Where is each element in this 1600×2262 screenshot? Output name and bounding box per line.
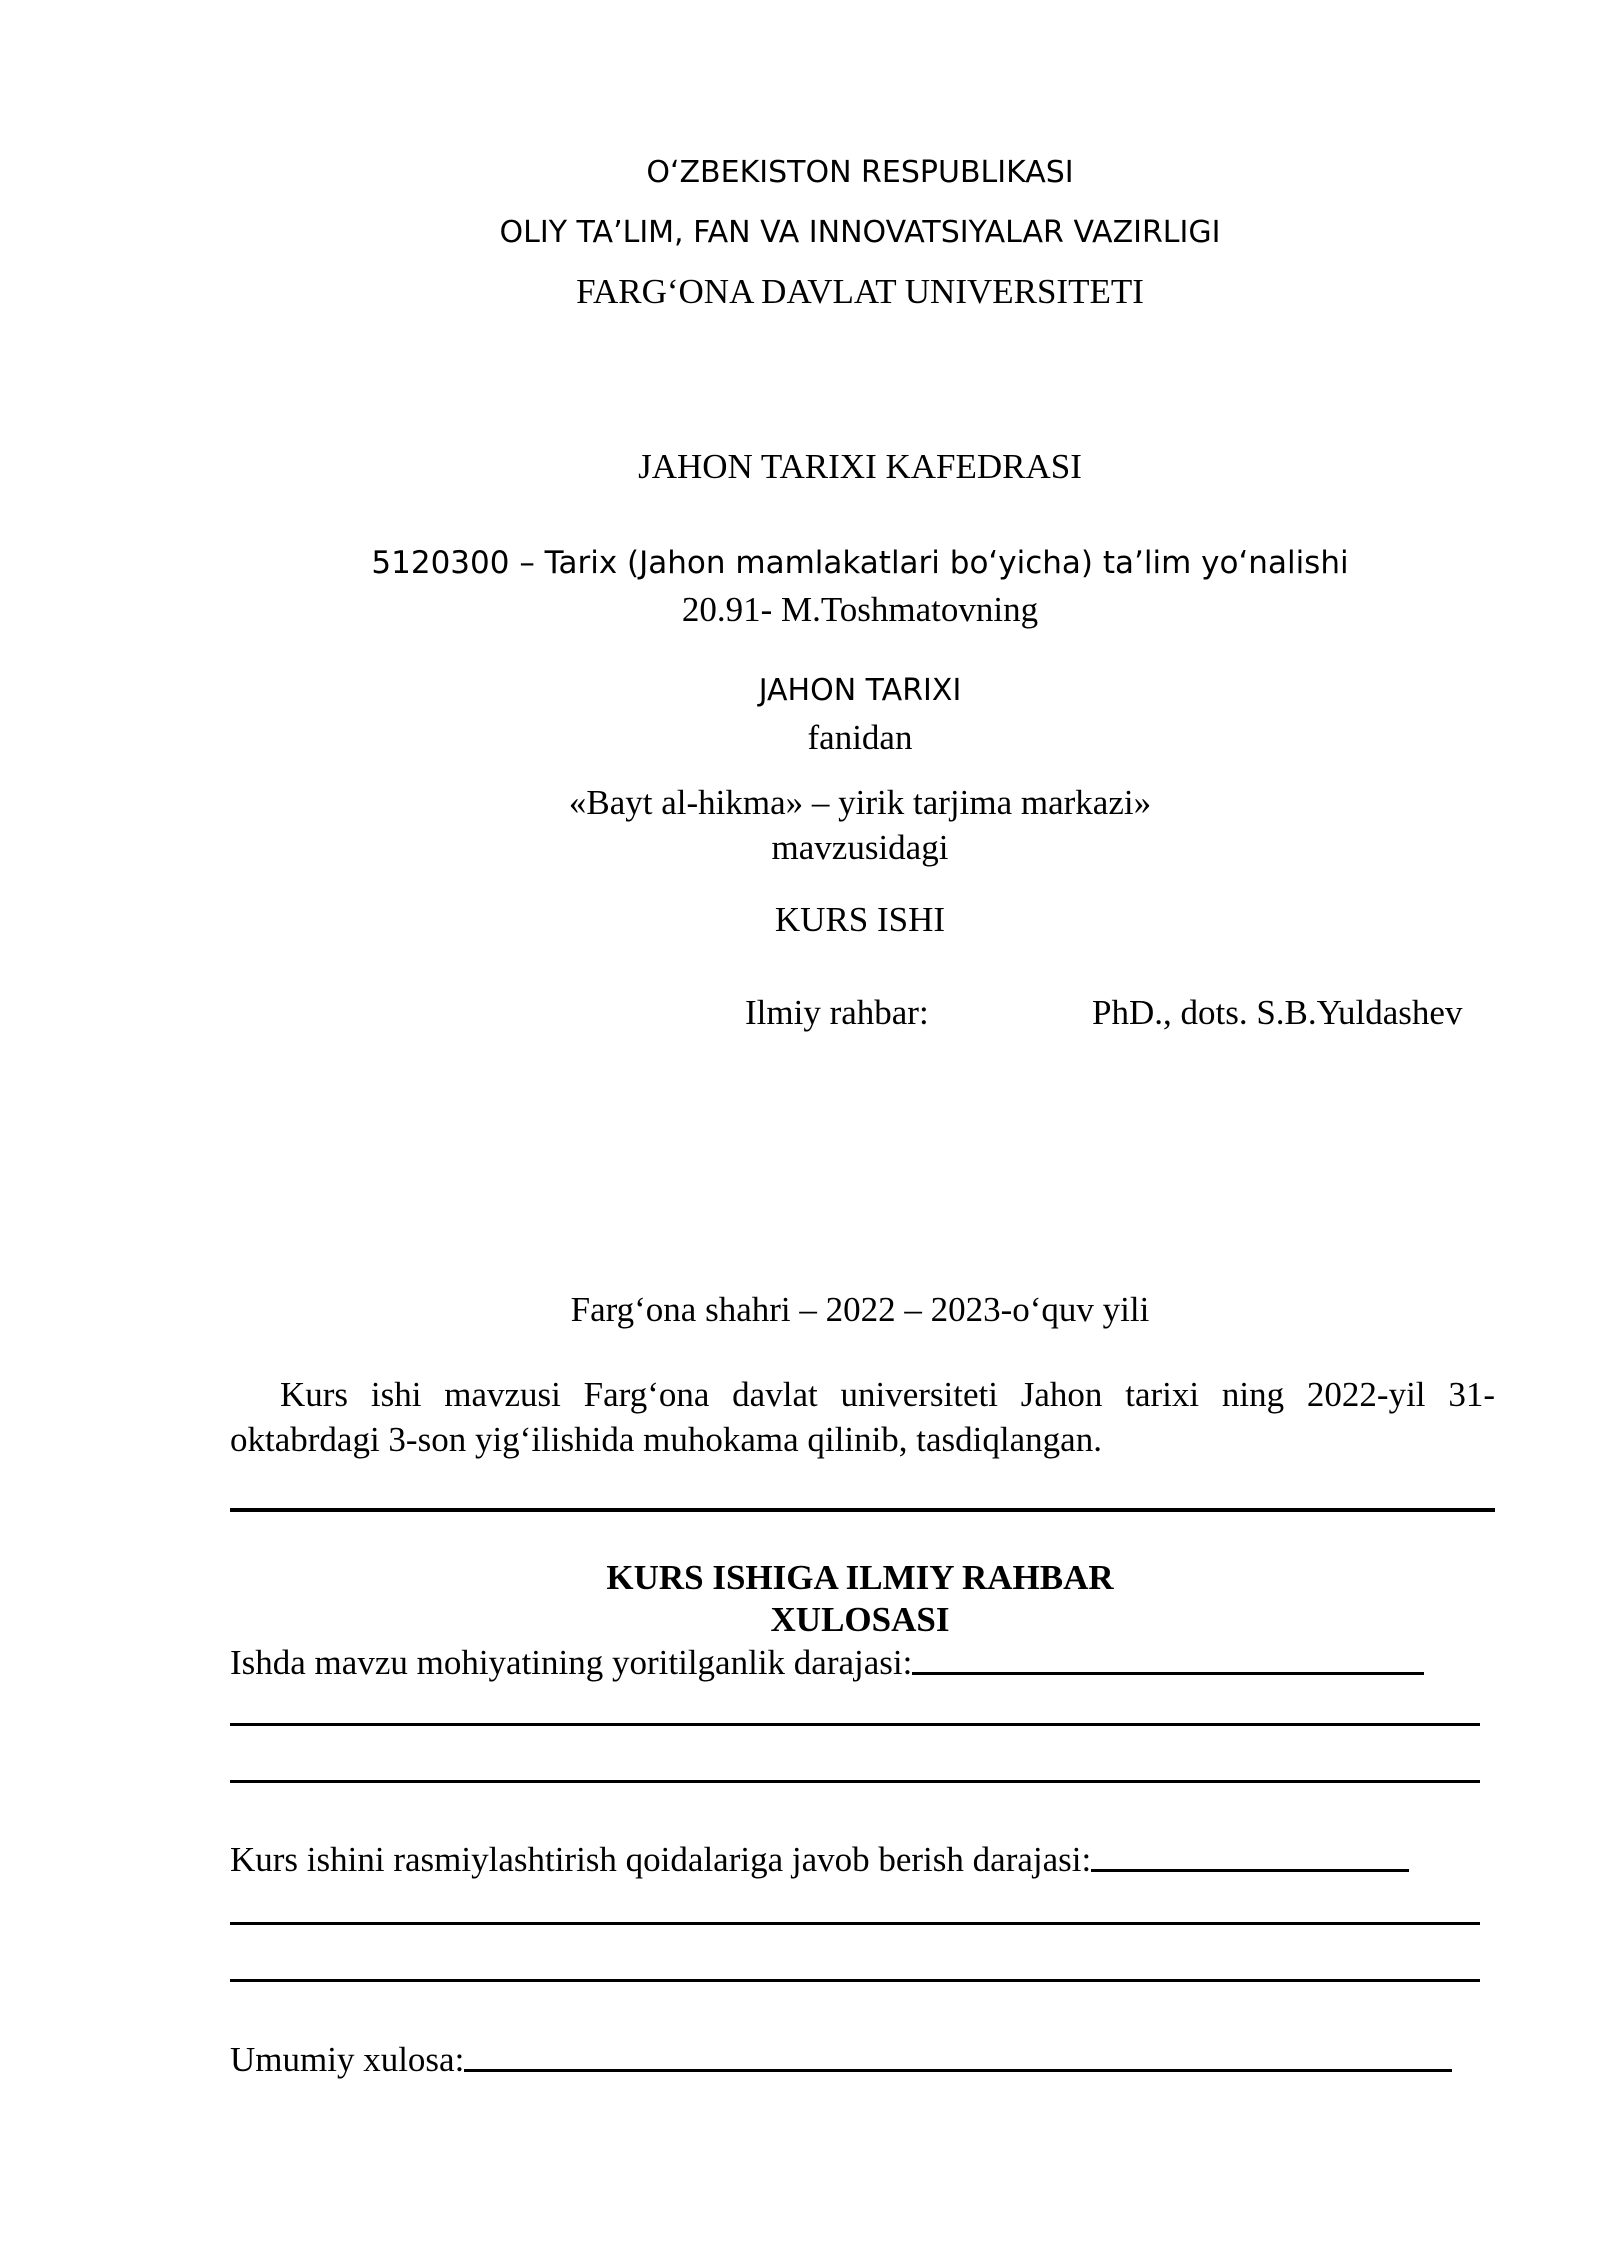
- topic-suffix: mavzusidagi: [771, 828, 949, 867]
- general-conclusion-field: [230, 2040, 1452, 2080]
- conclusion-title: KURS ISHIGA ILMIY RAHBAR: [606, 1558, 1114, 1597]
- general-conclusion-blank[interactable]: [464, 2069, 1452, 2072]
- student-line: 20.91- M.Toshmatovning: [681, 590, 1039, 629]
- general-conclusion-label: Umumiy xulosa:: [230, 2040, 465, 2079]
- subject-title: JAHON TARIXI: [758, 673, 962, 708]
- conclusion-subtitle: XULOSASI: [770, 1600, 950, 1639]
- department-heading: JAHON TARIXI KAFEDRASI: [638, 447, 1082, 486]
- section-divider: [230, 1508, 1495, 1512]
- discussion-note: Kurs ishi mavzusi Farg‘ona davlat universiteti Jahon tarixi ning 2022-yil 31-oktabrdagi 3-son yig‘ilishida muhokama qilinib, tasdiqlangan.: [230, 1375, 1495, 1459]
- supervisor-label: Ilmiy rahbar:: [745, 993, 929, 1032]
- coverage-field-label: Ishda mavzu mohiyatining yoritilganlik darajasi:: [230, 1643, 913, 1682]
- university-heading: FARG‘ONA DAVLAT UNIVERSITETI: [576, 272, 1144, 311]
- direction-line: 5120300 – Tarix (Jahon mamlakatlari bo‘yicha) ta’lim yo‘nalishi: [371, 545, 1349, 581]
- coverage-blank-line[interactable]: [230, 1780, 1480, 1783]
- supervisor-name: PhD., dots. S.B.Yuldashev: [1092, 993, 1463, 1032]
- formatting-field-blank[interactable]: [1091, 1869, 1409, 1872]
- ministry-heading: OLIY TA’LIM, FAN VA INNOVATSIYALAR VAZIRLIGI: [499, 215, 1221, 250]
- formatting-field: [230, 1840, 1409, 1880]
- coverage-field: [230, 1643, 1424, 1683]
- formatting-field-label: Kurs ishini rasmiylashtirish qoidalariga javob berish darajasi:: [230, 1840, 1092, 1879]
- topic-title: «Bayt al-hikma» – yirik tarjima markazi»: [568, 783, 1152, 822]
- formatting-blank-line[interactable]: [230, 1979, 1480, 1982]
- city-year-line: Farg‘ona shahri – 2022 – 2023-o‘quv yili: [570, 1290, 1150, 1329]
- country-heading: O‘ZBEKISTON RESPUBLIKASI: [646, 155, 1074, 190]
- coverage-field-blank[interactable]: [912, 1672, 1424, 1675]
- subject-suffix: fanidan: [807, 718, 913, 757]
- coverage-blank-line[interactable]: [230, 1723, 1480, 1726]
- work-type-title: KURS ISHI: [774, 900, 946, 939]
- formatting-blank-line[interactable]: [230, 1922, 1480, 1925]
